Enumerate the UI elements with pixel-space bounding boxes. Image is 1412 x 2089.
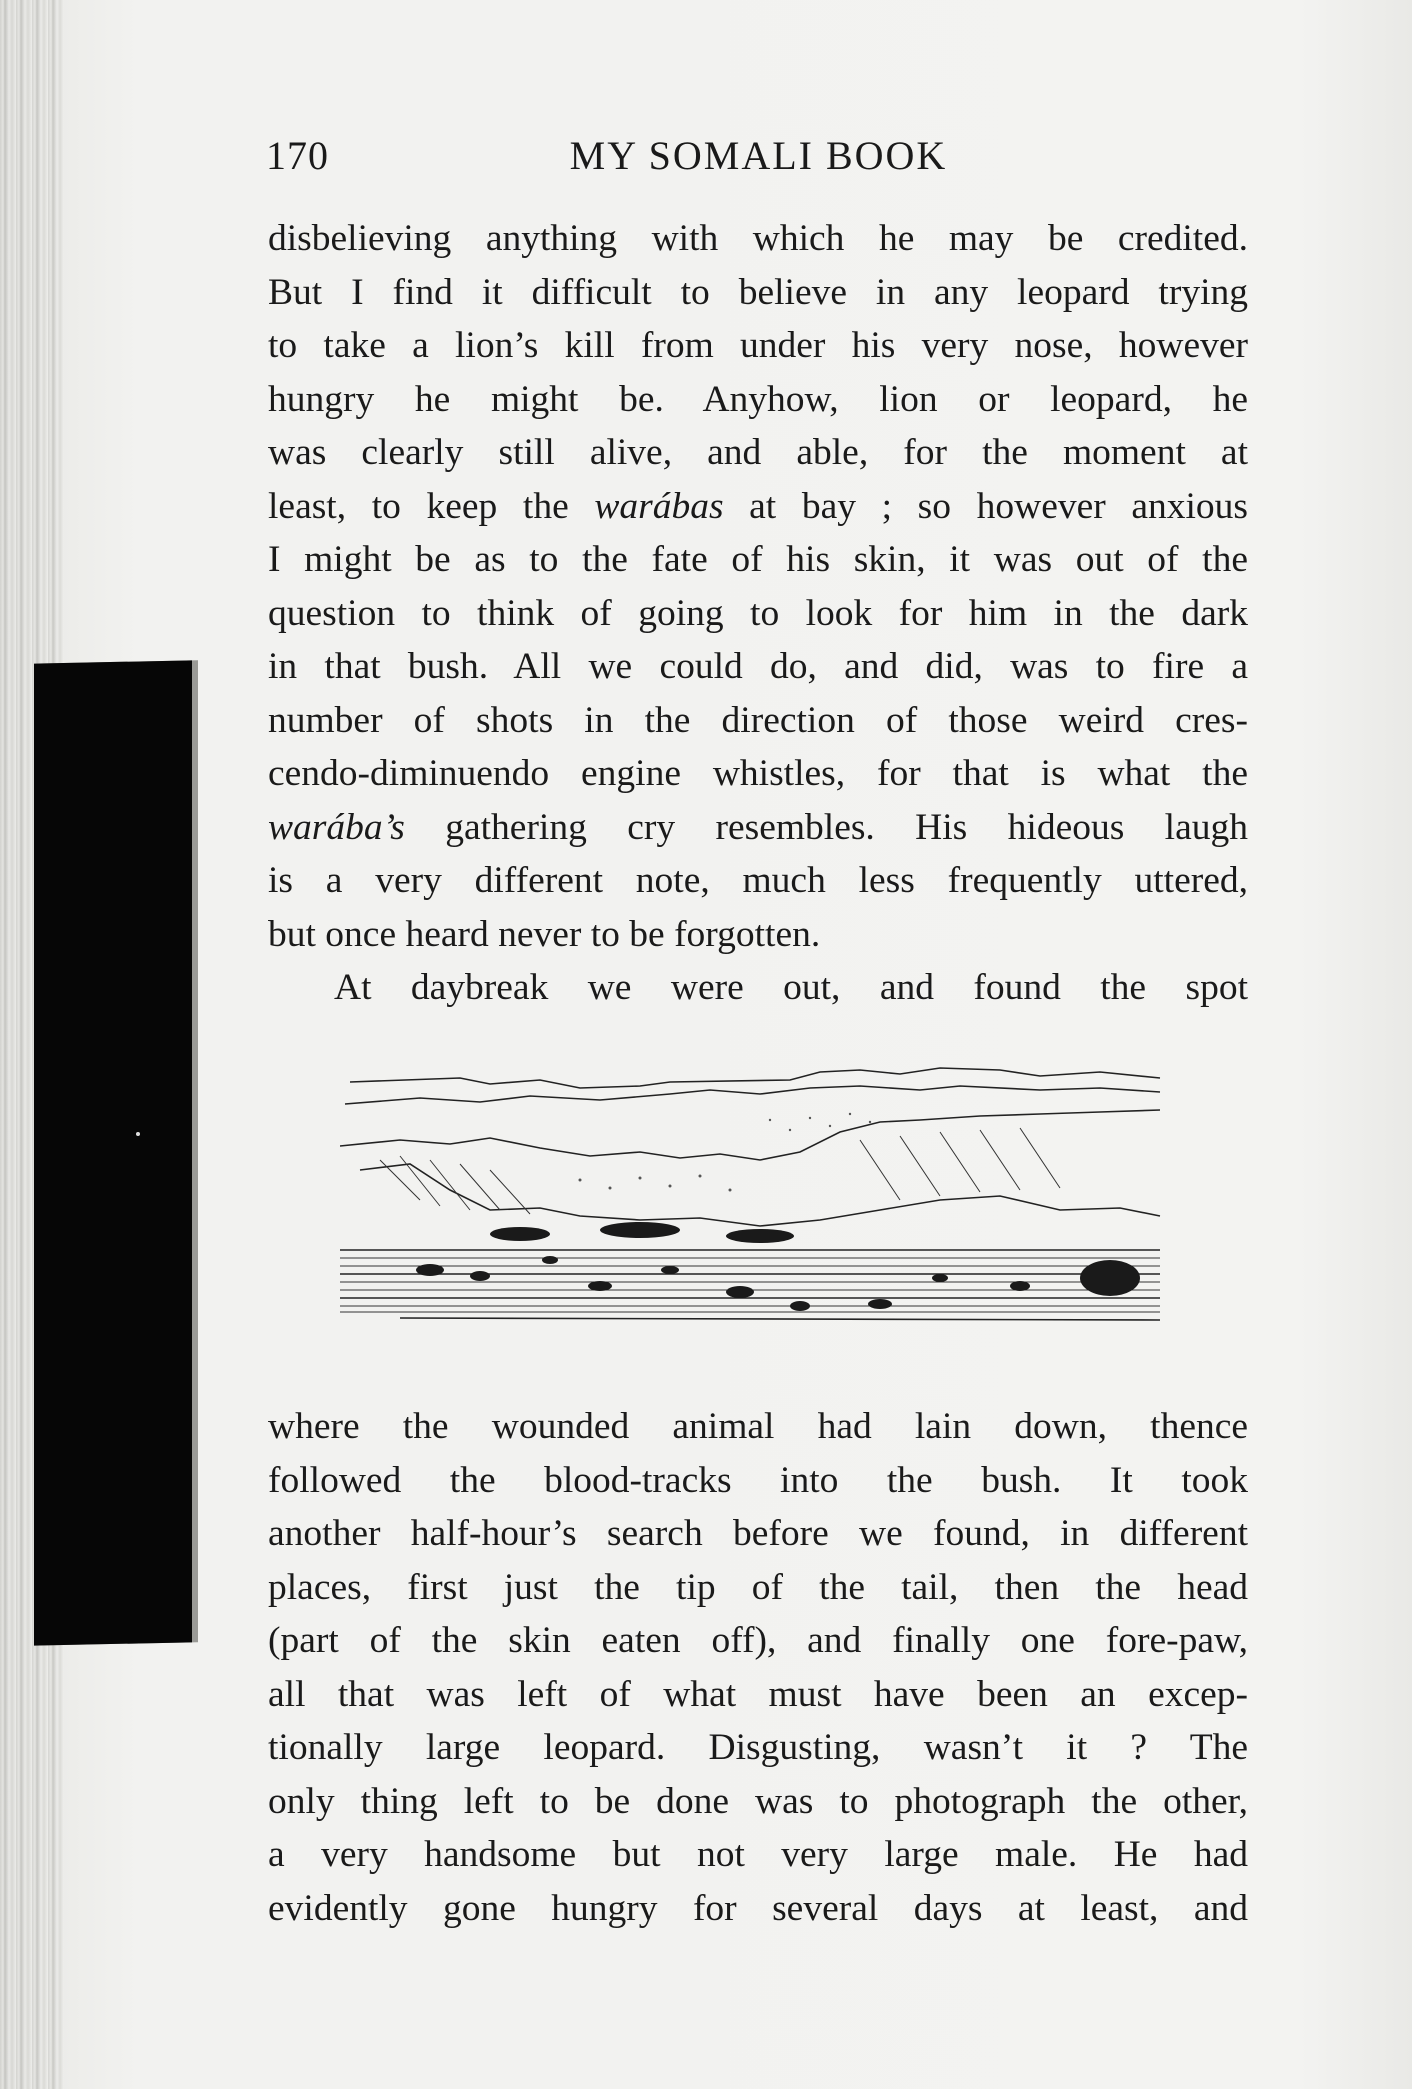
text-line: another half-hour’s search before we found, in different	[268, 1513, 1248, 1554]
text-line: hungry he might be. Anyhow, lion or leopard, he	[268, 378, 1248, 420]
text-line: warába’s gathering cry resembles. His hideous laugh	[268, 806, 1248, 848]
tab-mark	[136, 1132, 140, 1136]
italic-word: warába’s	[268, 806, 405, 848]
text-line: cendo-diminuendo engine whistles, for that is what the	[268, 753, 1248, 794]
text-line: is a very different note, much less frequently uttered,	[268, 860, 1248, 901]
text-line: tionally large leopard. Disgusting, wasn’t it ? The	[268, 1727, 1248, 1768]
text-line: (part of the skin eaten off), and finally one fore-paw,	[268, 1620, 1248, 1661]
italic-word: warábas	[594, 485, 724, 527]
page-header	[266, 132, 1251, 192]
text-line: was clearly still alive, and able, for the moment at	[268, 432, 1248, 473]
text-line: number of shots in the direction of those weird cres-	[268, 699, 1248, 741]
paragraph-2-continued	[268, 1400, 1248, 1935]
text-line: But I find it difficult to believe in any leopard trying	[268, 271, 1248, 313]
text-line: where the wounded animal had lain down, thence	[268, 1406, 1248, 1447]
text-line: all that was left of what must have been an excep-	[268, 1673, 1248, 1715]
text-line: evidently gone hungry for several days at least, and	[268, 1887, 1248, 1929]
black-page-tab	[34, 660, 192, 1645]
text-line: but once heard never to be forgotten.	[268, 913, 821, 955]
text-line: I might be as to the fate of his skin, it was out of the	[268, 539, 1248, 580]
engraved-landscape-illustration-icon	[340, 1060, 1170, 1340]
running-title: MY SOMALI BOOK	[569, 133, 948, 178]
text-line: to take a lion’s kill from under his very nose, however	[268, 325, 1248, 366]
text-line: only thing left to be done was to photograph the other,	[268, 1780, 1248, 1822]
text-line: a very handsome but not very large male. He had	[268, 1834, 1248, 1875]
page-number: 170	[266, 133, 329, 178]
body-text-upper	[268, 212, 1248, 1015]
paragraph-2-first-line: At daybreak we were out, and found the spot	[334, 967, 1248, 1008]
text-line: question to think of going to look for him in the dark	[268, 592, 1248, 634]
text-line: followed the blood-tracks into the bush. It took	[268, 1459, 1248, 1501]
text-line: least, to keep the warábas at bay ; so however anxious	[268, 485, 1248, 527]
body-text-lower	[268, 1400, 1248, 1935]
paragraph-1	[268, 212, 1248, 961]
text-line: places, first just the tip of the tail, then the head	[268, 1566, 1248, 1608]
text-line: disbelieving anything with which he may be credited.	[268, 218, 1248, 259]
text-line: in that bush. All we could do, and did, was to fire a	[268, 646, 1248, 687]
